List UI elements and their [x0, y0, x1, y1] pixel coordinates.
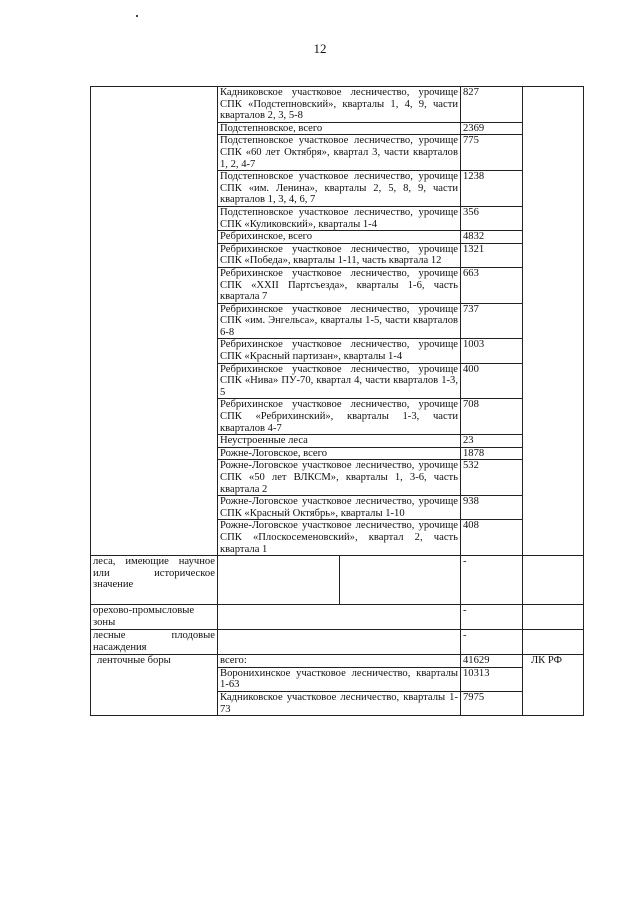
- area-cell: 23: [461, 435, 523, 448]
- area-cell: 708: [461, 399, 523, 435]
- area-cell: 2369: [461, 122, 523, 135]
- table-body-forestries: [91, 87, 584, 716]
- table-row: [91, 556, 584, 605]
- forest-table: [90, 86, 584, 716]
- area-cell: 1238: [461, 171, 523, 207]
- empty-basis-cell: [523, 556, 584, 605]
- category-value-cell: -: [461, 605, 523, 630]
- forestry-name-cell: Рожне-Логовское, всего: [218, 447, 461, 460]
- total-label-cell: всего:: [218, 655, 461, 668]
- area-cell: 1003: [461, 339, 523, 363]
- category-value-cell: -: [461, 556, 523, 605]
- area-cell: 408: [461, 520, 523, 556]
- forestry-name-cell: Ребрихинское участковое лесничество, урочище СПК «Ребрихинский», кварталы 1-3, части кварталов 4-7: [218, 399, 461, 435]
- area-cell: 4832: [461, 231, 523, 244]
- forestry-name-cell: Воронихинское участковое лесничество, кварталы 1-63: [218, 667, 461, 691]
- scan-speck: [136, 15, 138, 17]
- category-label-cell: леса, имеющие научное или историческое значение: [91, 556, 218, 605]
- table-row: [91, 87, 584, 123]
- forestry-name-cell: Ребрихинское участковое лесничество, урочище СПК «XXII Партсъезда», кварталы 1-6, часть квартала 7: [218, 267, 461, 303]
- table-row: [91, 630, 584, 655]
- category-label-cell: орехово-промысловые зоны: [91, 605, 218, 630]
- area-cell: 10313: [461, 667, 523, 691]
- page-number: 12: [313, 41, 327, 56]
- area-cell: 663: [461, 267, 523, 303]
- forestry-name-cell: Ребрихинское, всего: [218, 231, 461, 244]
- area-cell: 827: [461, 87, 523, 123]
- forestry-name-cell: Кадниковское участковое лесничество, кварталы 1-73: [218, 691, 461, 715]
- lentochnye-label-cell: ленточные боры: [91, 655, 218, 716]
- forestry-name-cell: Ребрихинское участковое лесничество, урочище СПК «Красный партизан», кварталы 1-4: [218, 339, 461, 363]
- area-cell: 7975: [461, 691, 523, 715]
- area-cell: 1878: [461, 447, 523, 460]
- forestry-name-cell: Подстепновское участковое лесничество, урочище СПК «60 лет Октября», квартал 3, части кварталов 1, 2, 4-7: [218, 135, 461, 171]
- forestry-name-cell: Рожне-Логовское участковое лесничество, урочище СПК «Плоскосеменовский», квартал 2, часть квартала 1: [218, 520, 461, 556]
- forestry-name-cell: Подстепновское участковое лесничество, урочище СПК «им. Ленина», кварталы 2, 5, 8, 9, части кварталов 1, 3, 4, 6, 7: [218, 171, 461, 207]
- table-row: [91, 655, 584, 668]
- area-cell: 737: [461, 303, 523, 339]
- forestry-name-cell: Ребрихинское участковое лесничество, урочище СПК «Победа», кварталы 1-11, часть квартала 12: [218, 243, 461, 267]
- basis-cell: ЛК РФ: [523, 655, 584, 716]
- empty-category-cell: [91, 87, 218, 556]
- area-cell: 400: [461, 363, 523, 399]
- forestry-name-cell: Подстепновское, всего: [218, 122, 461, 135]
- category-label-cell: лесные плодовые насаждения: [91, 630, 218, 655]
- forestry-name-cell: Ребрихинское участковое лесничество, урочище СПК «Нива» ПУ-70, квартал 4, части кварталов 1-3, 5: [218, 363, 461, 399]
- empty-split-cell: [218, 556, 461, 605]
- forestry-name-cell: Рожне-Логовское участковое лесничество, урочище СПК «Красный Октябрь», кварталы 1-10: [218, 496, 461, 520]
- category-value-cell: -: [461, 630, 523, 655]
- forestry-name-cell: Неустроенные леса: [218, 435, 461, 448]
- forestry-name-cell: Рожне-Логовское участковое лесничество, урочище СПК «50 лет ВЛКСМ», кварталы 1, 3-6, часть квартала 2: [218, 460, 461, 496]
- empty-basis-cell: [523, 87, 584, 556]
- empty-cell: [218, 605, 461, 630]
- total-area-cell: 41629: [461, 655, 523, 668]
- area-cell: 1321: [461, 243, 523, 267]
- empty-basis-cell: [523, 630, 584, 655]
- area-cell: 356: [461, 206, 523, 230]
- area-cell: 532: [461, 460, 523, 496]
- forestry-name-cell: Ребрихинское участковое лесничество, урочище СПК «им. Энгельса», кварталы 1-5, части кварталов 6-8: [218, 303, 461, 339]
- empty-basis-cell: [523, 605, 584, 630]
- empty-cell: [218, 630, 461, 655]
- area-cell: 775: [461, 135, 523, 171]
- table-row: [91, 605, 584, 630]
- area-cell: 938: [461, 496, 523, 520]
- forestry-name-cell: Кадниковское участковое лесничество, урочище СПК «Подстепновский», кварталы 1, 4, 9, части кварталов 2, 3, 5-8: [218, 87, 461, 123]
- forestry-name-cell: Подстепновское участковое лесничество, урочище СПК «Куликовский», кварталы 1-4: [218, 206, 461, 230]
